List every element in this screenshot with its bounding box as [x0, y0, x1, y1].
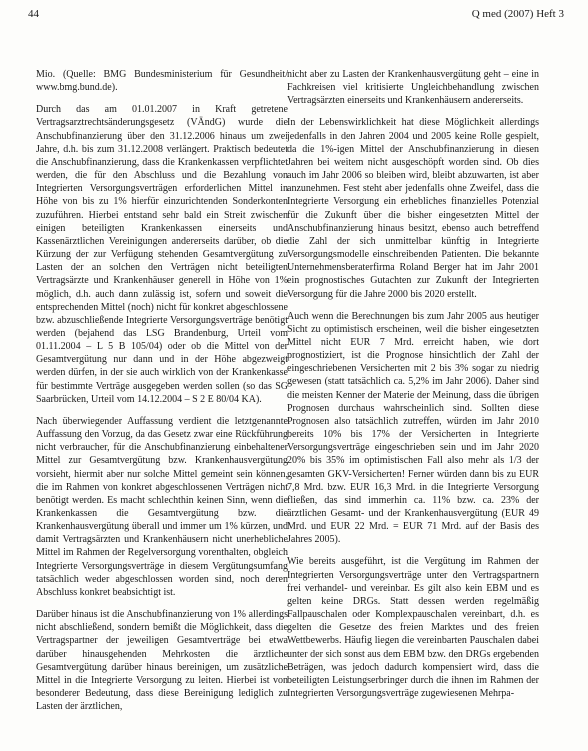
paragraph: nicht aber zu Lasten der Krankenhausvergütung geht – eine in Fachkreisen viel kritisierte Ungleichbehandlung zwischen Vertragsärzten einerseits und Krankenhäusern andererseits. — [287, 69, 539, 107]
paragraph: Nach überwiegender Auffassung verdient die letztgenannte Auffassung den Vorzug, da das Gesetz zwar eine Rückführung nicht verbraucher, für die Anschubfinanzierung einbehaltener Mittel zur Gesamtvergütung bzw. Krankenhausvergütung vorsieht, hiermit aber nur solche Mittel gemeint sein können, die im Rahmen von konkret abgeschlossenen Verträgen nicht benötigt werden. Es macht schlechthin keinen Sinn, wenn die Krankenkassen die Gesamtvergütung bzw. die Krankenhausvergütung überall und immer um 1% kürzen, und damit Vertragsärzten und Krankenhäusern nicht unerhebliche Mittel im Rahmen der Regelversorgung vorenthalten, obgleich Integrierte Versorgungsverträge in diesem Vergütungsumfang tatsächlich weder abgeschlossen worden sind, noch deren Abschluss konkret beabsichtigt ist. — [36, 415, 288, 598]
running-header: Q med (2007) Heft 3 — [471, 8, 564, 20]
paragraph: Durch das am 01.01.2007 in Kraft getretene Vertragsarztrechtsänderungsgesetz (VÄndG) wurde die Anschubfinanzierung über den 31.12.2006 hinaus um zwei Jahre, d.h. bis zum 31.12.2008 verlängert. Praktisch bedeutet die Anschubfinanzierung, dass die Krankenkassen verpflichtet werden, die für den Abschluss und die Bezahlung von Integrierten Versorgungsverträgen erforderlichen Mittel in Höhe von bis zu 1% hierfür einzurichtenden Sonderkonten zuzuführen. Hierbei entstand sehr bald ein Streit zwischen einigen beteiligten Krankenkassen einerseits und Kassenärztlichen Vereinigungen andererseits darüber, ob die Kürzung der zur Verfügung stehenden Gesamtvergütung zu Lasten der an solchen den Verträgen nicht beteiligten Vertragsärzte und Krankenhäuser generell in Höhe von 1% möglich, d.h. auch dann zulässig ist, sofern und soweit die entsprechenden Mittel (noch) nicht für konkret abgeschlossene bzw. abzuschließende Integrierte Versorgungsverträge benötigt werden (bejahend das LSG Brandenburg, Urteil vom 01.11.2004 – L 5 B 105/04) oder ob die Mittel von der Gesamtvergütung nur dann und in der Höhe abgezweigt werden dürfen, in der sie auch wirklich von der Krankenkasse für bestimmte Verträge ausgegeben werden sollen (so das SG Saarbrücken, Urteil vom 14.12.2004 – S 2 E 80/04 KA). — [36, 104, 288, 405]
paragraph: In der Lebenswirklichkeit hat diese Möglichkeit allerdings jedenfalls in den Jahren 2004 und 2005 keine Rolle gespielt, da die 1%-igen Mittel der Anschubfinanzierung in diesen Jahren bei weitem nicht ausgeschöpft worden sind. Ob dies auch im Jahr 2006 so bleiben wird, bleibt abzuwarten, ist aber anzunehmen. Fest steht aber jedenfalls ohne Zweifel, dass die Integrierte Versorgung ein erhebliches finanzielles Potenzial für die Zukunft über die bisher eingesetzten Mittel der Anschubfinanzierung hinaus besitzt, ebenso auch betreffend die Zahl der sich unmittelbar künftig in Integrierte Versorgungsmodelle einschreibenden Patienten. Die bekannte Unternehmensberaterfirma Roland Berger hat im Jahr 2001 ein prognostisches Gutachten zur Zukunft der Integrierten Versorgung für die Jahre 2000 bis 2020 erstellt. — [287, 117, 539, 300]
paragraph: Mio. (Quelle: BMG Bundesministerium für Gesundheit/ www.bmg.bund.de). — [36, 69, 288, 94]
right-column — [287, 68, 539, 709]
page-number: 44 — [28, 8, 39, 20]
left-column — [36, 68, 288, 722]
paragraph: Wie bereits ausgeführt, ist die Vergütung im Rahmen der Integrierten Versorgungsverträge unter den Vertragspartnern frei verhandel- und vereinbar. Es gilt also kein EBM und es gelten keine DRGs. Statt dessen werden regelmäßig Fallpauschalen oder Komplexpauschalen vereinbart, d.h. es gelten die Gesetze des freien Marktes und des freien Wettbewerbs. Häufig liegen die vereinbarten Pauschalen dabei unter der sich sonst aus dem EBM bzw. den DRGs ergebenden Beträgen, was jedoch dadurch kompensiert wird, dass die beteiligten Leistungserbringer durch die ihnen im Rahmen der Integrierten Versorgungsverträge zugewiesenen Mehrpa- — [287, 556, 539, 700]
paragraph: Auch wenn die Berechnungen bis zum Jahr 2005 aus heutiger Sicht zu optimistisch erscheinen, weil die bisher eingesetzten Mittel nicht EUR 7 Mrd. erreicht haben, wie dort prognostiziert, ist die Prognose hinsichtlich der Zahl der eingeschriebenen Versicherten mit 2 bis 3% sogar zu niedrig gewesen (statt tatsächlich ca. 5,2% im Jahr 2006). Daher sind die meisten Kenner der Materie der Meinung, dass die übrigen Prognosen durchaus wahrscheinlich sind. Sollten diese Prognosen also tatsächlich zutreffen, würden im Jahr 2010 bereits 10% bis 17% der Versicherten in Integrierte Versorgungsverträge eingeschrieben sein und im Jahr 2020 20% bis 35% im optimistischen Fall also mehr als 1/3 der gesamten GKV-Versicherten! Ferner würden dann bis zu EUR 7,8 Mrd. bzw. EUR 16,3 Mrd. in die Integrierte Versorgung fließen, das sind immerhin ca. 11% bzw. ca. 23% der ärztlichen Gesamt- und der Krankenhausvergütung (EUR 49 Mrd. und EUR 22 Mrd. = EUR 71 Mrd. auf der Basis des Jahres 2005). — [287, 310, 539, 546]
paragraph: Darüber hinaus ist die Anschubfinanzierung von 1% allerdings nicht abschließend, sondern bemißt die Möglichkeit, dass die Vertragspartner der jeweiligen Gesamtverträge bei etwa darüber hinausgehenden Mehrkosten die ärztliche Gesamtvergütung darüber hinaus bereinigen, um zusätzliche Mittel in die Integrierte Versorgung zu leiten. Hierbei ist von besonderer Bedeutung, dass diese Bereinigung lediglich zu Lasten der ärztlichen, — [36, 609, 288, 713]
